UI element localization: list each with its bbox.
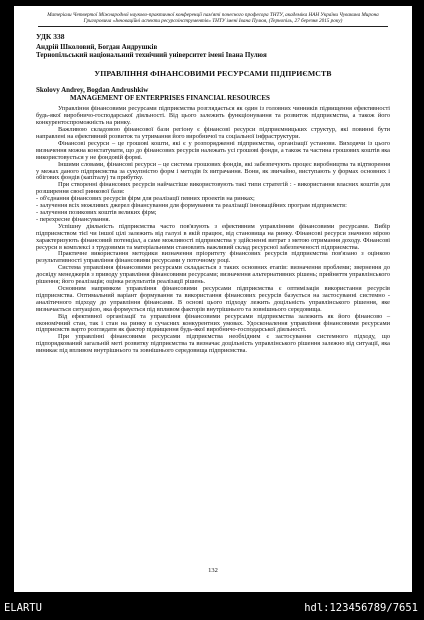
article-body (14, 32, 412, 355)
repository-name: ELARTU (4, 602, 42, 614)
paragraph: Практичне використання методики визначення пріоритету фінансових ресурсів підприємства пов'язано з оцінкою результативності управління фінансовими ресурсами у поточному році. (36, 250, 390, 265)
paragraph: Управління фінансовими ресурсами підприємства розглядається як один із головних чинників підвищення ефективності будь-якої виробничо-господарської діяльності. Від цього залежить функціонування та розвиток підприємства, а також його конкурентоспроможність на ринку. (36, 105, 390, 127)
paragraph: Система управління фінансовими ресурсами складається з таких основних етапів: визначення проблеми; звернення до досвіду менеджерів з приводу управління фінансовими ресурсами; визначення альтернативних рішень; прийняття управлінського рішення; його реалізація; оцінка результатів реалізації рішень. (36, 264, 390, 286)
list-item: - перехресне фінансування. (36, 215, 111, 223)
document-page (14, 6, 412, 592)
conference-header: Матеріали Четвертої Міжнародної науково-практичної конференції пам'яті почесного професора ТНТУ, академіка НАН України Чувакина Мирона Григоровича «Інноваційні аспекти ресурсоінструментів» ТНТУ імені Івана Пулюя, (Тернопіль, 27 березня 2015 року) (38, 12, 388, 27)
list-item: - залучення всіх можливих джерел фінансування для формування та реалізації інноваційних програм підприємств: (36, 202, 347, 210)
paragraph: Основним напрямком управління фінансовими ресурсами підприємства є оптимізація використання ресурсів підприємства. Оптимальний варіант формування та використання фінансових ресурсів базується на застосуванні системно - аналітичного підходу до управління фінансами. В основі цього підходу лежить доцільність управлінського рішення, яке визначається ситуацією, яка формується під впливом факторів внутрішнього та зовнішнього середовища. (36, 284, 390, 313)
footer-bar (0, 596, 424, 620)
paragraph: Фінансові ресурси – це грошові кошти, які є у розпорядженні підприємства, організації установи. Виходячи із цього визначення можна констатувати, що до фінансових ресурсів належать усі грошові фонди, а також та частина грошових коштів яка використовується у не фондовій формі. (36, 139, 390, 161)
page-number: 132 (208, 567, 218, 574)
paragraph: Іншими словами, фінансові ресурси – це система грошових фондів, які забезпечують процес виробництва та відтворення у межах даного підприємства за сукупністю форм і методів їх витрачання. Вони, як звичайно, виступають у формах основних і обігових фондів (капіталу) та прибутку. (36, 160, 390, 182)
paragraph: Важливою складовою фінансової бази регіону є фінансові ресурси підприємницьких структур, які повинні бути направлені на ефективний розвиток та утримання його виробничої та соціальної інфраструктури. (36, 126, 390, 141)
affiliation: Тернопільський національний технічний університет імені Івана Пулюя (36, 51, 267, 60)
paragraph: При управлінні фінансовими ресурсами підприємства необхідним є застосування системного підходу, що підпорядкований загальній меті розвитку підприємства та визначає доцільність управлінського рішення залежно від ситуації, яка виникає під впливом внутрішнього та зовнішнього середовища підприємства. (36, 333, 390, 355)
paragraph: При створенні фінансових ресурсів найчастіше використовують такі типи стратегій : - використання власних коштів для розширення своєї ринкової бази: (36, 181, 390, 196)
article-title-ukrainian: УПРАВЛІННЯ ФІНАНСОВИМИ РЕСУРСАМИ ПІДПРИЄМСТВ (94, 69, 332, 79)
handle-identifier: hdl:123456789/7651 (304, 602, 418, 614)
article-title-english: MANAGEMENT OF ENTERPRISES FINANCIAL RESOURCES (70, 94, 270, 103)
paragraph: Успішну діяльність підприємства часто пов'язують з ефективним управлінням фінансовими ресурсами. Вибір підприємством тієї чи іншої цілі залежить від галузі в якій працює, від становища на ринку. Фінансові ресурси значною мірою характеризують фінансовий потенціал, а саме можливості підприємства у здійсненні витрат з метою отримання доходу. Фінансові ресурси в комплексі з трудовими та матеріальними становлять важливий склад ресурсної забезпеченості підприємства. (36, 222, 390, 251)
udk-code: УДК 338 (36, 32, 65, 42)
paragraph: Від ефективної організації та управління фінансовими ресурсами підприємства залежить як його фінансово – економічний стан, так і стан на ринку в сучасних конкурентних умовах. Удосконалення управління фінансовими ресурсами підприємств варто розглядати як фактор підвищення будь-якої виробничо-господарської діяльності. (36, 312, 390, 334)
list-item: - залучення позикових коштів великих фірм; (36, 209, 157, 216)
authors-ukrainian: Андрій Школовий, Богдан Андрушків (36, 43, 158, 52)
list-item: - об'єднання фінансових ресурсів фірм для реалізації певних проектів на ринках; (36, 195, 255, 203)
authors-english: Skolovy Andrey, Bogdan Andrushkiw (36, 86, 149, 95)
